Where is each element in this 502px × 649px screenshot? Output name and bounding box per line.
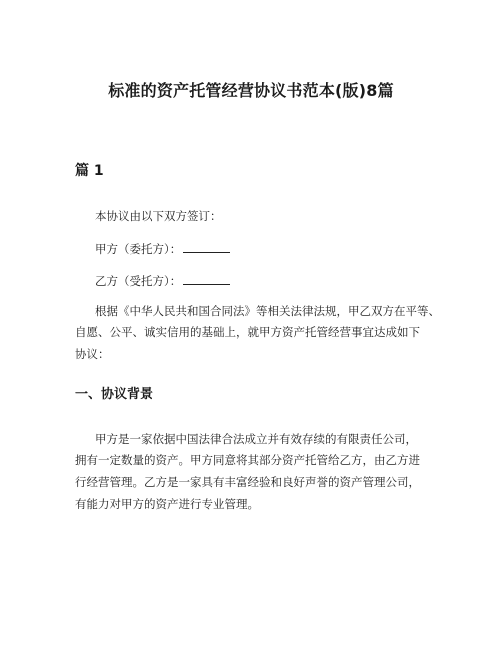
section-heading-part1: 篇 1 — [75, 163, 104, 179]
basis-paragraph-line-1: 根据《中华人民共和国合同法》等相关法律法规，甲乙双方在平等、 — [95, 304, 440, 318]
party-b-label: 乙方（受托方）： — [95, 274, 182, 288]
document-title: 标准的资产托管经营协议书范本(版)8篇 — [108, 81, 394, 100]
party-a-line — [95, 240, 230, 257]
party-b-line — [95, 272, 230, 289]
party-a-label: 甲方（委托方）： — [95, 242, 182, 256]
party-b-blank — [183, 272, 230, 285]
background-paragraph-line-4: 有能力对甲方的资产进行专业管理。 — [75, 497, 259, 511]
party-a-blank — [183, 240, 230, 253]
section-heading-background: 一、协议背景 — [75, 387, 154, 402]
background-paragraph-line-3: 行经营管理。乙方是一家具有丰富经验和良好声誉的资产管理公司， — [75, 475, 420, 489]
intro-text: 本协议由以下双方签订： — [95, 209, 222, 223]
basis-paragraph-line-3: 协议： — [75, 347, 110, 361]
basis-paragraph-line-2: 自愿、公平、诚实信用的基础上，就甲方资产托管经营事宜达成如下 — [75, 325, 420, 339]
background-paragraph-line-2: 拥有一定数量的资产。甲方同意将其部分资产托管给乙方，由乙方进 — [75, 453, 420, 467]
background-paragraph-line-1: 甲方是一家依据中国法律合法成立并有效存续的有限责任公司， — [95, 432, 417, 446]
